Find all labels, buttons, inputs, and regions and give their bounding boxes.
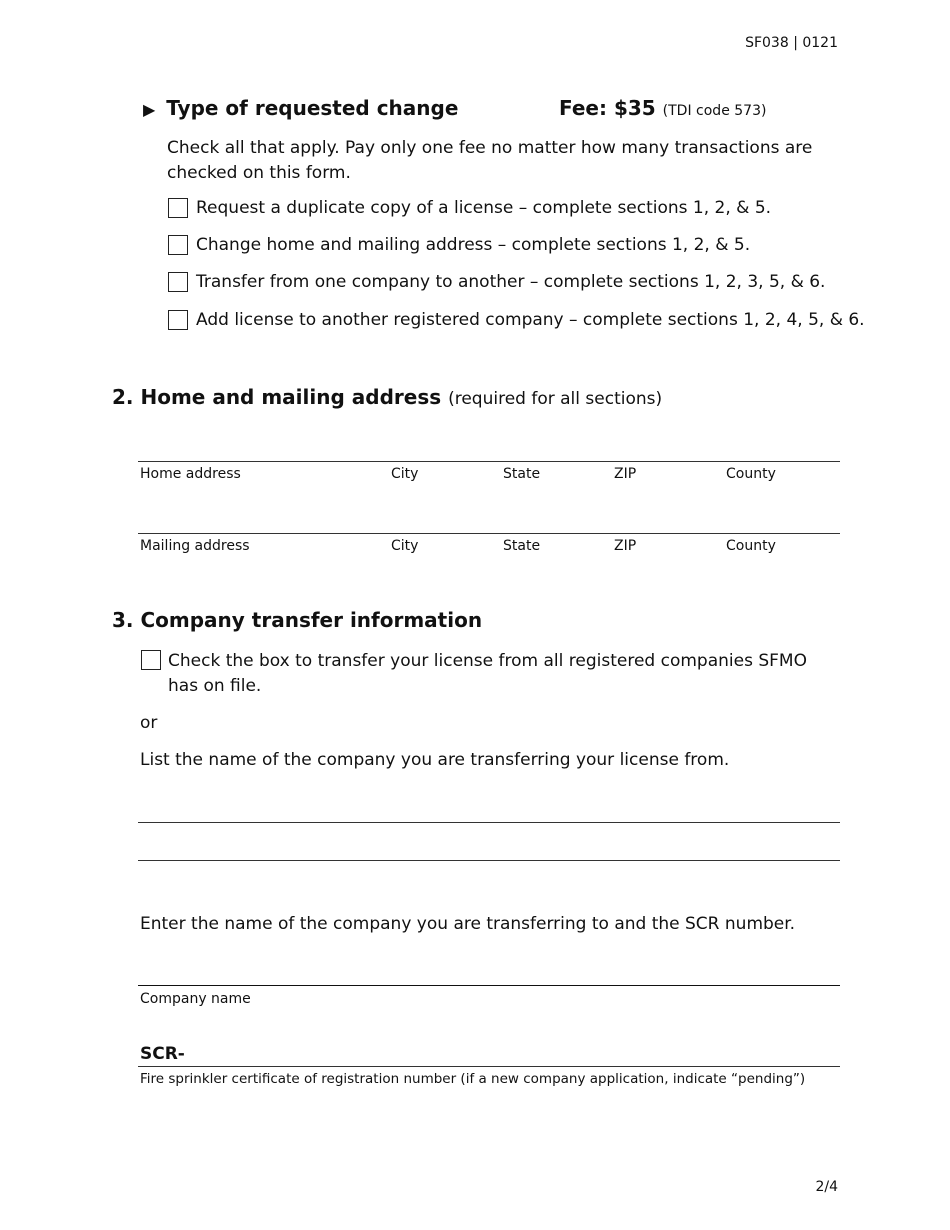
- option-label: Change home and mailing address – complete sections 1, 2, & 5.: [196, 235, 751, 255]
- mailing-state-label: State: [503, 538, 541, 554]
- mailing-address-line: [138, 533, 840, 534]
- transfer-all-checkbox[interactable]: [141, 650, 161, 674]
- change-address-checkbox[interactable]: [168, 235, 188, 255]
- option-label: Add license to another registered company – complete sections 1, 2, 4, 5, & 6.: [196, 310, 865, 330]
- transfer-company-checkbox[interactable]: [168, 272, 188, 292]
- home-address-label: Home address: [140, 466, 241, 482]
- section-2-subtitle: (required for all sections): [448, 389, 663, 409]
- add-license-checkbox[interactable]: [168, 310, 188, 330]
- option-add-license[interactable]: [168, 310, 865, 330]
- section-2-title: 2. Home and mailing address: [112, 385, 442, 409]
- company-name-label: Company name: [140, 991, 251, 1007]
- option-transfer-company[interactable]: [168, 272, 825, 292]
- section-2-heading: [112, 385, 662, 409]
- duplicate-license-checkbox[interactable]: [168, 198, 188, 218]
- section-3-heading: 3. Company transfer information: [112, 608, 483, 632]
- transfer-to-prompt: Enter the name of the company you are transferring to and the SCR number.: [140, 914, 796, 934]
- form-code: SF038 | 0121: [745, 35, 838, 51]
- company-name-line[interactable]: [138, 985, 840, 986]
- page-number: 2/4: [815, 1179, 838, 1195]
- or-text: or: [140, 713, 158, 733]
- transfer-from-line-2[interactable]: [138, 860, 840, 861]
- mailing-zip-label: ZIP: [614, 538, 637, 554]
- scr-number-line[interactable]: [138, 1066, 840, 1067]
- home-state-label: State: [503, 466, 541, 482]
- transfer-from-line-1[interactable]: [138, 822, 840, 823]
- transfer-all-label: Check the box to transfer your license from all registered companies SFMO has on file.: [168, 651, 807, 696]
- home-county-label: County: [726, 466, 776, 482]
- mailing-county-label: County: [726, 538, 776, 554]
- option-change-address[interactable]: [168, 235, 750, 255]
- section-1-heading: [143, 96, 458, 120]
- mailing-city-label: City: [391, 538, 419, 554]
- scr-caption: Fire sprinkler certificate of registration number (if a new company application, indicate “pending”): [140, 1071, 806, 1087]
- home-zip-label: ZIP: [614, 466, 637, 482]
- option-label: Transfer from one company to another – complete sections 1, 2, 3, 5, & 6.: [196, 272, 826, 292]
- home-city-label: City: [391, 466, 419, 482]
- transfer-all-box[interactable]: [141, 650, 161, 670]
- mailing-address-label: Mailing address: [140, 538, 250, 554]
- option-label: Request a duplicate copy of a license – complete sections 1, 2, & 5.: [196, 198, 772, 218]
- list-from-prompt: List the name of the company you are transferring your license from.: [140, 750, 730, 770]
- fee-code: (TDI code 573): [662, 103, 767, 119]
- play-arrow-icon: ▶: [143, 100, 156, 119]
- section-1-title: Type of requested change: [166, 96, 459, 120]
- fee-label: Fee: $35: [559, 96, 656, 120]
- home-address-line: [138, 461, 840, 462]
- option-duplicate-license[interactable]: [168, 198, 771, 218]
- section-1-instructions: Check all that apply. Pay only one fee no matter how many transactions are checked on this form.: [167, 138, 813, 183]
- scr-prefix: SCR-: [140, 1044, 185, 1064]
- fee-info: [559, 96, 766, 120]
